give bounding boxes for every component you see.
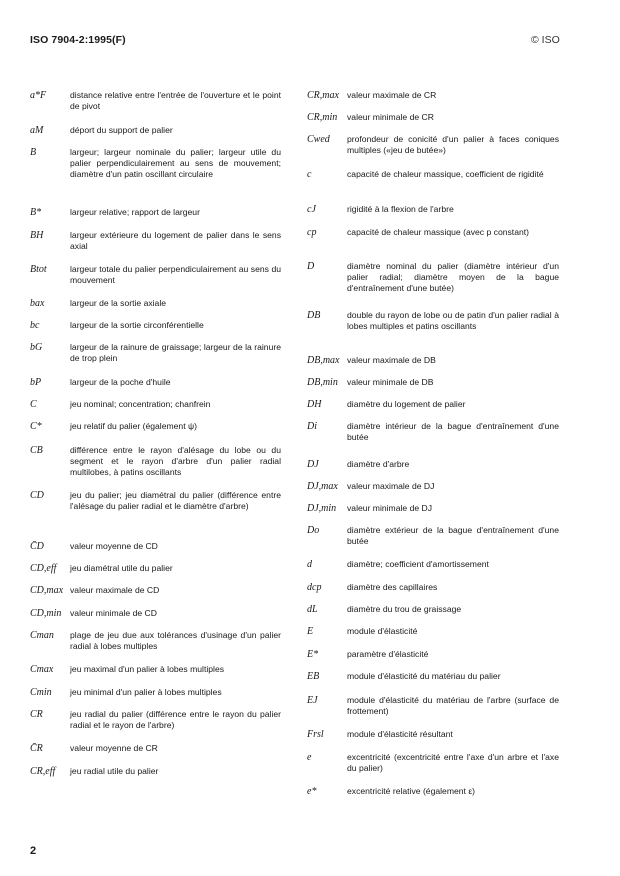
- symbol-entry: [307, 671, 559, 682]
- symbol-description: capacité de chaleur massique, coefficient de rigidité: [347, 169, 544, 179]
- symbol-description: valeur moyenne de CR: [70, 743, 158, 753]
- symbol: CB: [30, 445, 43, 456]
- symbol: c: [307, 169, 312, 180]
- symbol-description: excentricité relative (également ε): [347, 786, 476, 796]
- symbol-description: valeur minimale de DB: [347, 377, 434, 387]
- symbol-description: valeur maximale de DJ: [347, 481, 435, 491]
- symbol-entry: [307, 626, 559, 637]
- symbol: CR,min: [307, 112, 338, 123]
- symbol-entry: [30, 264, 281, 286]
- symbol: d: [307, 559, 312, 570]
- symbol-entry: [307, 503, 559, 514]
- symbol-description: valeur minimale de CD: [70, 608, 157, 618]
- symbol-entry: [307, 695, 559, 717]
- symbol: CR,max: [307, 90, 339, 101]
- symbol-entry: [307, 90, 559, 101]
- symbol-description: module d'élasticité du matériau de l'arbre (surface de frottement): [347, 695, 559, 717]
- symbol: e*: [307, 786, 317, 797]
- symbol-description: valeur minimale de DJ: [347, 503, 433, 513]
- symbol-description: valeur moyenne de CD: [70, 541, 158, 551]
- symbol-entry: [30, 541, 281, 552]
- symbol: DJ,min: [307, 503, 337, 514]
- symbol-description: valeur maximale de CR: [347, 90, 437, 100]
- symbol-description: différence entre le rayon d'alésage du lobe ou du segment et le rayon d'arbre d'un palier radial multilobes, à patins oscillants: [70, 445, 281, 478]
- symbol-entry: [30, 585, 281, 596]
- symbol: Cman: [30, 630, 54, 641]
- symbol: bP: [30, 377, 42, 388]
- symbol: C*: [30, 421, 42, 432]
- symbol: CD,max: [30, 585, 64, 596]
- symbol: Cwed: [307, 134, 330, 145]
- symbol-entry: [30, 445, 281, 479]
- symbol-description: jeu relatif du palier (également ψ): [70, 421, 197, 431]
- symbol-description: module d'élasticité résultant: [347, 729, 453, 739]
- symbol: aM: [30, 125, 44, 136]
- symbol-description: profondeur de conicité d'un palier à faces coniques multiples («jeu de butée»): [347, 134, 559, 156]
- symbol-description: diamètre intérieur de la bague d'entraînement d'une butée: [347, 421, 559, 443]
- symbol: EB: [307, 671, 320, 682]
- symbol-description: double du rayon de lobe ou de patin d'un palier radial à lobes multiples et patins oscillants: [347, 310, 559, 332]
- symbol-entry: [307, 169, 559, 180]
- symbol-entry: [307, 582, 559, 593]
- symbol: C̄D: [30, 541, 44, 552]
- symbol-description: diamètre des capillaires: [347, 582, 438, 592]
- symbol: Cmin: [30, 687, 52, 698]
- symbol: E*: [307, 649, 319, 660]
- symbol-description: diamètre extérieur de la bague d'entraînement d'une butée: [347, 525, 559, 547]
- symbol-description: paramètre d'élasticité: [347, 649, 429, 659]
- symbol-entry: [30, 320, 281, 331]
- symbol-entry: [307, 481, 559, 492]
- symbol-entry: [307, 729, 559, 740]
- symbol: C: [30, 399, 37, 410]
- symbol-entry: [30, 630, 281, 652]
- symbol-description: capacité de chaleur massique (avec p constant): [347, 227, 530, 237]
- symbol-entry: [307, 752, 559, 774]
- symbol-description: plage de jeu due aux tolérances d'usinage d'un palier radial à lobes multiples: [70, 630, 281, 652]
- symbol: CD,min: [30, 608, 62, 619]
- symbol-description: déport du support de palier: [70, 125, 173, 135]
- symbol: Cmax: [30, 664, 54, 675]
- symbol-entry: [307, 261, 559, 295]
- symbol: EJ: [307, 695, 318, 706]
- symbol-entry: [307, 204, 559, 215]
- symbol: cJ: [307, 204, 316, 215]
- symbol-entry: [30, 490, 281, 512]
- symbol-entry: [307, 649, 559, 660]
- symbol-entry: [307, 355, 559, 366]
- copyright-notice: © ISO: [531, 34, 560, 46]
- symbol-entry: [30, 563, 281, 574]
- symbol: B: [30, 147, 37, 158]
- symbol-description: jeu du palier; jeu diamétral du palier (différence entre l'alésage du palier radial et le diamètre d'arbre): [70, 490, 281, 512]
- symbol: Di: [307, 421, 317, 432]
- symbol-entry: [30, 90, 281, 112]
- symbol-entry: [307, 399, 559, 410]
- symbol: DB,min: [307, 377, 338, 388]
- symbol-entry: [30, 709, 281, 731]
- symbol: DJ: [307, 459, 319, 470]
- symbol: DB,max: [307, 355, 340, 366]
- symbol-description: largeur de la rainure de graissage; largeur de la rainure de trop plein: [70, 342, 281, 364]
- symbol: Do: [307, 525, 320, 536]
- symbol: CR: [30, 709, 43, 720]
- symbol: DB: [307, 310, 321, 321]
- symbol: bG: [30, 342, 43, 353]
- symbol: BH: [30, 230, 44, 241]
- symbol-description: largeur relative; rapport de largeur: [70, 207, 200, 217]
- symbol-entry: [30, 298, 281, 309]
- symbol-description: rigidité à la flexion de l'arbre: [347, 204, 454, 214]
- symbol: B*: [30, 207, 42, 218]
- symbol-description: jeu diamétral utile du palier: [70, 563, 173, 573]
- symbol-description: largeur totale du palier perpendiculairement au sens du mouvement: [70, 264, 281, 286]
- symbol-description: largeur extérieure du logement de palier dans le sens axial: [70, 230, 281, 252]
- symbol-entry: [30, 766, 281, 777]
- symbol-entry: [307, 525, 559, 547]
- symbol-description: largeur de la poche d'huile: [70, 377, 171, 387]
- symbol-description: diamètre du logement de palier: [347, 399, 466, 409]
- symbol: Frsl: [307, 729, 324, 740]
- symbol-description: module d'élasticité du matériau du palier: [347, 671, 501, 681]
- symbol-description: diamètre d'arbre: [347, 459, 410, 469]
- symbol: CR,eff: [30, 766, 56, 777]
- symbol-entry: [30, 342, 281, 364]
- symbol-entry: [30, 230, 281, 252]
- symbol-entry: [307, 421, 559, 443]
- symbol-entry: [307, 786, 559, 797]
- symbol-description: jeu maximal d'un palier à lobes multiples: [70, 664, 225, 674]
- symbol: DH: [307, 399, 322, 410]
- symbol-entry: [30, 377, 281, 388]
- symbol-entry: [30, 608, 281, 619]
- symbol-entry: [307, 134, 559, 156]
- symbol-entry: [307, 377, 559, 388]
- symbol: C̄R: [30, 743, 43, 754]
- symbol-entry: [30, 147, 281, 181]
- symbol-description: distance relative entre l'entrée de l'ouverture et le point de pivot: [70, 90, 281, 112]
- symbol-entry: [30, 125, 281, 136]
- symbol-entry: [30, 743, 281, 754]
- symbol-description: valeur maximale de CD: [70, 585, 160, 595]
- symbol-entry: [30, 421, 281, 432]
- symbol: D: [307, 261, 315, 272]
- symbol: Btot: [30, 264, 47, 275]
- symbol-entry: [30, 687, 281, 698]
- symbol-description: valeur minimale de CR: [347, 112, 434, 122]
- symbol: CD,eff: [30, 563, 57, 574]
- symbol-entry: [307, 112, 559, 123]
- symbol-entry: [30, 207, 281, 218]
- symbol-description: diamètre; coefficient d'amortissement: [347, 559, 489, 569]
- symbol: bc: [30, 320, 40, 331]
- standard-reference: ISO 7904-2:1995(F): [30, 34, 126, 46]
- symbol-entry: [30, 664, 281, 675]
- symbol: a*F: [30, 90, 47, 101]
- symbol: bax: [30, 298, 45, 309]
- symbol: DJ,max: [307, 481, 338, 492]
- symbol-entry: [30, 399, 281, 410]
- symbol-description: diamètre nominal du palier (diamètre intérieur d'un palier radial; diamètre moyen de la bague d'entraînement d'une butée): [347, 261, 559, 294]
- symbol-entry: [307, 459, 559, 470]
- symbol: dL: [307, 604, 318, 615]
- symbol-description: valeur maximale de DB: [347, 355, 436, 365]
- symbol: e: [307, 752, 312, 763]
- symbol-entry: [307, 559, 559, 570]
- symbol: CD: [30, 490, 44, 501]
- symbol-description: diamètre du trou de graissage: [347, 604, 462, 614]
- page-number: 2: [30, 845, 37, 857]
- symbol: cp: [307, 227, 317, 238]
- symbol: E: [307, 626, 314, 637]
- symbol-description: largeur de la sortie circonférentielle: [70, 320, 204, 330]
- symbol-entry: [307, 604, 559, 615]
- symbol-description: jeu radial du palier (différence entre le rayon du palier radial et le rayon de l'arbre): [70, 709, 281, 731]
- symbol-description: largeur; largeur nominale du palier; largeur utile du palier perpendiculairement au sens de mouvement; diamètre d'un patin oscillant circulaire: [70, 147, 281, 180]
- symbol-description: jeu radial utile du palier: [70, 766, 159, 776]
- symbol-description: jeu nominal; concentration; chanfrein: [70, 399, 211, 409]
- symbol-description: excentricité (excentricité entre l'axe d'un arbre et l'axe du palier): [347, 752, 559, 774]
- symbol-description: module d'élasticité: [347, 626, 418, 636]
- symbol-description: jeu minimal d'un palier à lobes multiples: [70, 687, 222, 697]
- symbol: dcp: [307, 582, 322, 593]
- symbol-entry: [307, 310, 559, 332]
- symbol-entry: [307, 227, 559, 238]
- symbol-description: largeur de la sortie axiale: [70, 298, 167, 308]
